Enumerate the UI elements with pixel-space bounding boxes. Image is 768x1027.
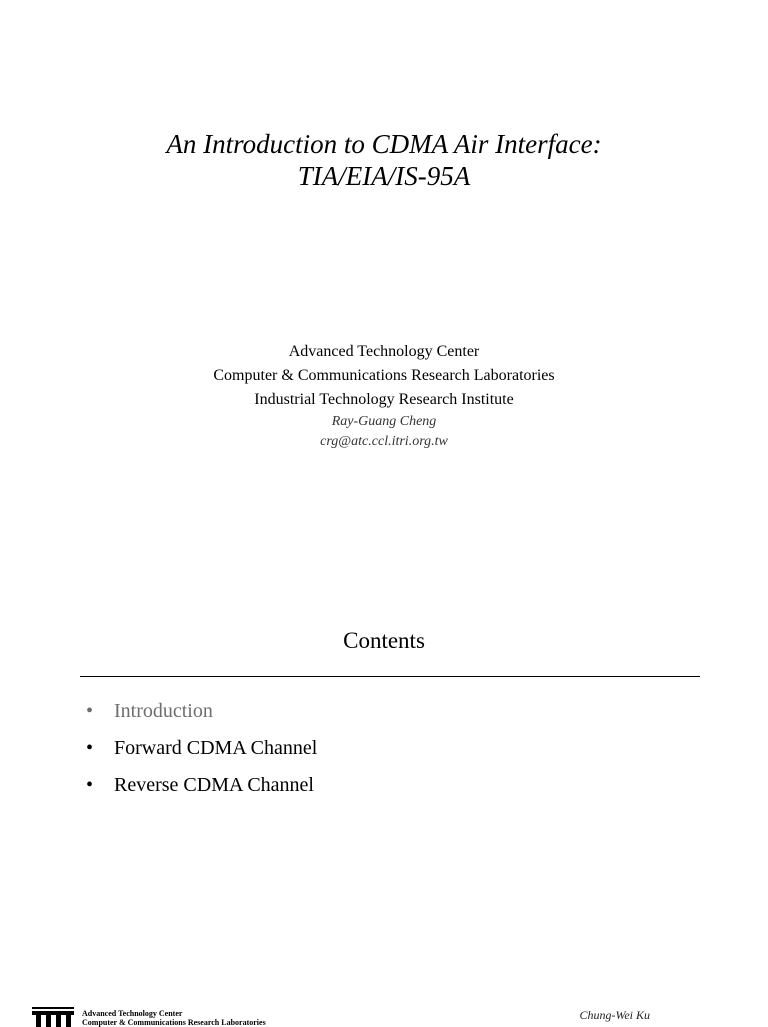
author-email: crg@atc.ccl.itri.org.tw <box>320 434 448 449</box>
bullet-icon: • <box>86 773 94 796</box>
contents-heading: Contents <box>343 628 425 653</box>
contents-item-forward-channel <box>86 729 317 766</box>
footer-organization <box>82 1009 266 1027</box>
contents-item-label: Introduction <box>114 699 213 722</box>
affiliation-lab: Computer & Communications Research Laboratories <box>213 367 555 384</box>
bullet-icon: • <box>86 736 94 759</box>
author-name: Ray-Guang Cheng <box>331 414 437 429</box>
slide-title-line-1: An Introduction to CDMA Air Interface: <box>166 129 602 159</box>
contents-item-introduction <box>86 692 317 729</box>
contents-item-label: Forward CDMA Channel <box>114 736 318 759</box>
contents-item-label: Reverse CDMA Channel <box>114 773 314 796</box>
itri-logo-icon <box>32 1007 74 1027</box>
slide-title-line-2: TIA/EIA/IS-95A <box>297 161 471 191</box>
footer-org-line-2: Computer & Communications Research Laboratories <box>82 1018 266 1027</box>
affiliation-block <box>0 340 768 452</box>
contents-list <box>86 692 317 803</box>
contents-divider <box>80 676 700 677</box>
slide-title <box>0 128 768 192</box>
footer-author: Chung-Wei Ku <box>579 1008 650 1022</box>
contents-item-reverse-channel <box>86 766 317 803</box>
bullet-icon: • <box>86 699 94 722</box>
footer-org-line-1: Advanced Technology Center <box>82 1009 183 1018</box>
affiliation-center: Advanced Technology Center <box>288 343 480 360</box>
affiliation-institute: Industrial Technology Research Institute <box>254 391 514 408</box>
